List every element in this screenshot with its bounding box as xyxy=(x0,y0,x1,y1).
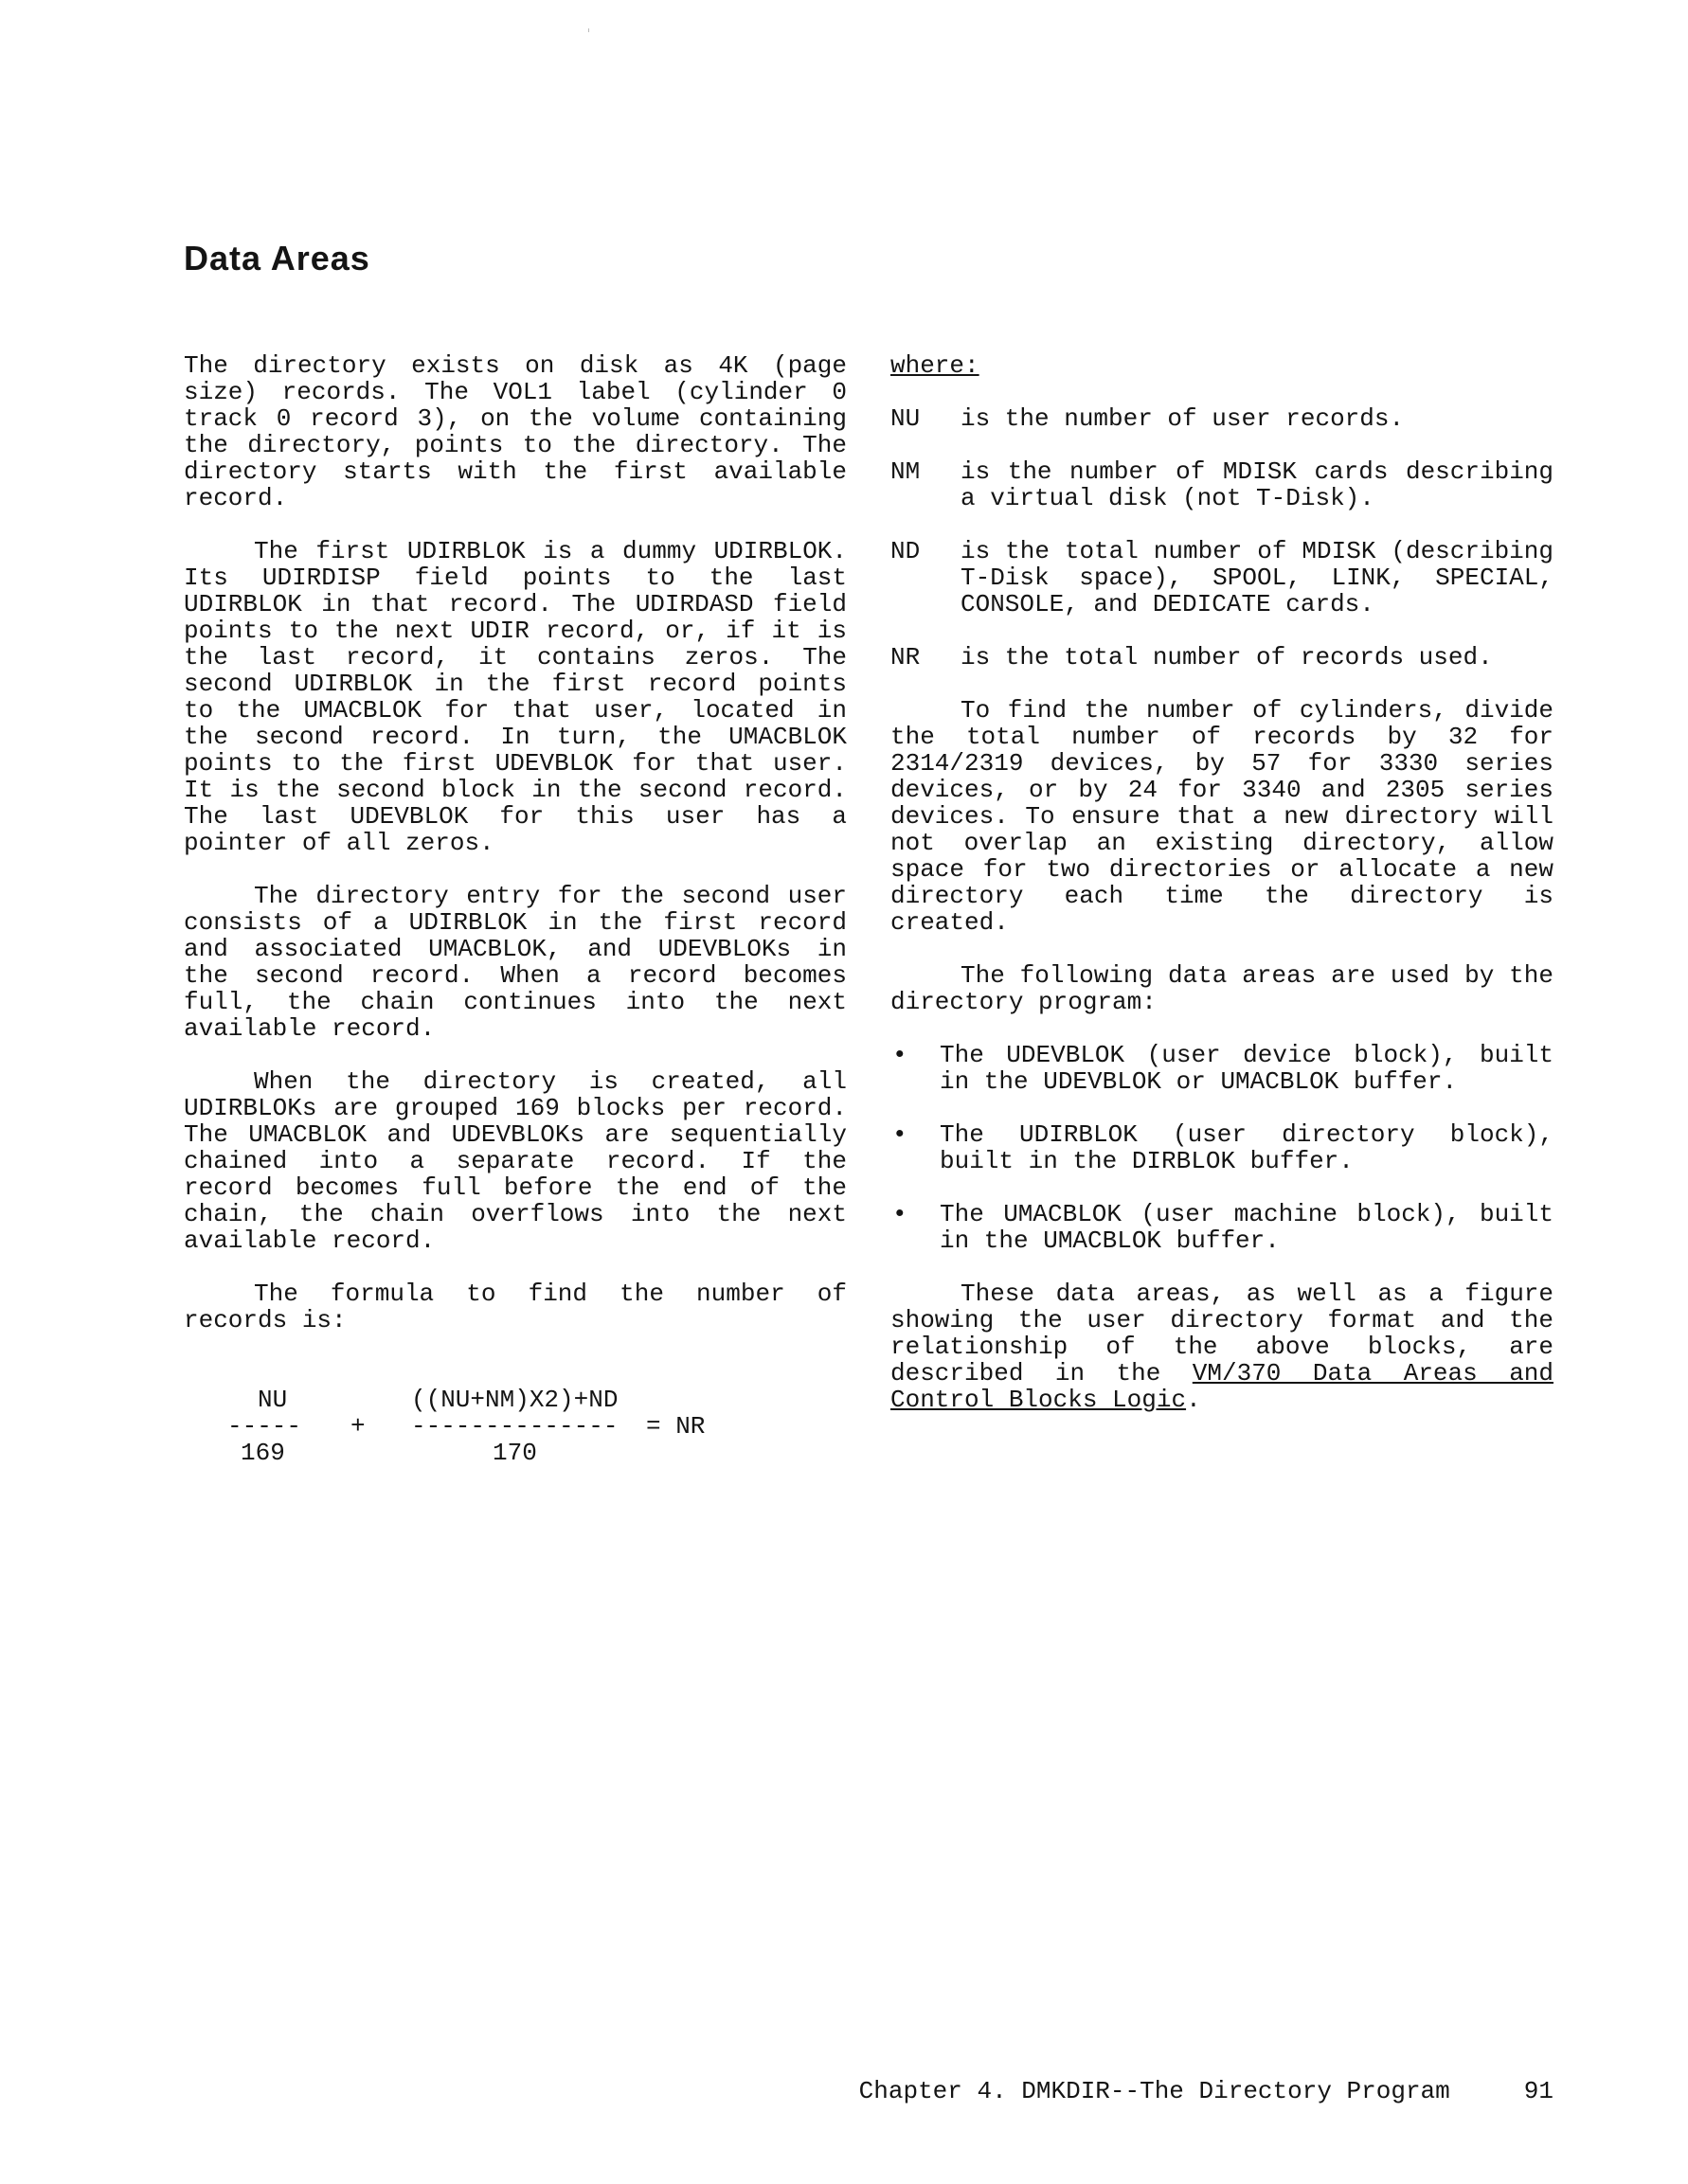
symbol-definitions xyxy=(890,405,1553,671)
list-item-text: The UMACBLOK (user machine block), built in the UMACBLOK buffer. xyxy=(940,1200,1553,1255)
reference-intro-text: These data areas, as well as a figure showing the user directory format and the relationship of the above blocks, are described in the xyxy=(890,1280,1553,1387)
formula-term1-bar: ----- xyxy=(227,1412,302,1441)
definition-nd xyxy=(890,538,1553,618)
definition-symbol: NR xyxy=(890,643,921,671)
list-item xyxy=(890,1121,1553,1174)
left-column xyxy=(184,352,847,1481)
formula-term2-denominator: 170 xyxy=(493,1439,537,1467)
definition-text: is the total number of MDISK (describing T-Disk space), SPOOL, LINK, SPECIAL, CONSOLE, and DEDICATE cards. xyxy=(961,537,1553,618)
paragraph-second-user-entry: The directory entry for the second user consists of a UDIRBLOK in the first record and associated UMACBLOK, and UDEVBLOKs in the second record. When a record becomes full, the chain continues into the next available record. xyxy=(184,882,847,1043)
definition-text: is the total number of records used. xyxy=(961,643,1493,671)
reference-end-text: . xyxy=(1186,1386,1201,1414)
paragraph-first-udirblok: The first UDIRBLOK is a dummy UDIRBLOK. Its UDIRDISP field points to the last UDIRBLOK in that record. The UDIRDASD field points to the next UDIR record, or, if it is the last record, it contains zeros. The second UDIRBLOK in the first record points to the UMACBLOK for that user, located in the second record. In turn, the UMACBLOK points to the first UDEVBLOK for that user. It is the second block in the second record. The last UDEVBLOK for this user has a pointer of all zeros. xyxy=(184,537,847,857)
list-item xyxy=(890,1201,1553,1254)
paragraph-formula-intro: The formula to find the number of records is: xyxy=(184,1280,847,1334)
definition-symbol: NM xyxy=(890,457,921,486)
scan-mark xyxy=(588,28,589,32)
publication-title: VM/370 Data Areas and Control Blocks Logic xyxy=(890,1359,1553,1414)
right-column xyxy=(890,352,1553,1440)
where-label: where: xyxy=(890,351,979,380)
definition-nu xyxy=(890,405,1553,432)
formula-term2-bar: -------------- xyxy=(411,1412,619,1441)
bullet-icon: • xyxy=(892,1041,907,1069)
definition-text: is the number of MDISK cards describing a virtual disk (not T-Disk). xyxy=(961,457,1553,512)
page-footer xyxy=(853,2078,1553,2104)
paragraph-reference xyxy=(890,1280,1553,1413)
definition-nm xyxy=(890,458,1553,511)
formula-result: = NR xyxy=(646,1412,706,1441)
data-area-list xyxy=(890,1042,1553,1254)
formula-term1-denominator: 169 xyxy=(241,1439,285,1467)
records-formula xyxy=(184,1387,847,1481)
definition-symbol: NU xyxy=(890,404,921,433)
definition-symbol: ND xyxy=(890,537,921,565)
definition-nr xyxy=(890,644,1553,671)
formula-plus-sign: + xyxy=(350,1412,366,1441)
list-item-text: The UDEVBLOK (user device block), built in the UDEVBLOK or UMACBLOK buffer. xyxy=(940,1041,1553,1096)
definition-text: is the number of user records. xyxy=(961,404,1405,433)
formula-term2-numerator: ((NU+NM)X2)+ND xyxy=(411,1386,619,1414)
formula-term1-numerator: NU xyxy=(258,1386,288,1414)
list-item xyxy=(890,1042,1553,1095)
bullet-icon: • xyxy=(892,1120,907,1149)
list-item-text: The UDIRBLOK (user directory block), built in the DIRBLOK buffer. xyxy=(940,1120,1553,1175)
footer-chapter: Chapter 4. DMKDIR--The Directory Program xyxy=(858,2077,1450,2105)
paragraph-directory-created: When the directory is created, all UDIRBLOKs are grouped 169 blocks per record. The UMACBLOK and UDEVBLOKs are sequentially chained into a separate record. If the record becomes full before the end of the chain, the chain overflows into the next available record. xyxy=(184,1067,847,1255)
bullet-icon: • xyxy=(892,1200,907,1228)
paragraph-cylinders: To find the number of cylinders, divide the total number of records by 32 for 2314/2319 devices, by 57 for 3330 series devices, or by 24 for 3340 and 2305 series devices. To ensure that a new directory will not overlap an existing directory, allow space for two directories or allocate a new directory each time the directory is created. xyxy=(890,696,1553,937)
page-title: Data Areas xyxy=(184,239,370,277)
paragraph-directory-location: The directory exists on disk as 4K (page size) records. The VOL1 label (cylinder 0 track 0 record 3), on the volume containing the directory, points to the directory. The directory starts with the first available record. xyxy=(184,351,847,512)
footer-page-number: 91 xyxy=(1523,2077,1553,2105)
paragraph-data-areas-intro: The following data areas are used by the directory program: xyxy=(890,961,1553,1016)
